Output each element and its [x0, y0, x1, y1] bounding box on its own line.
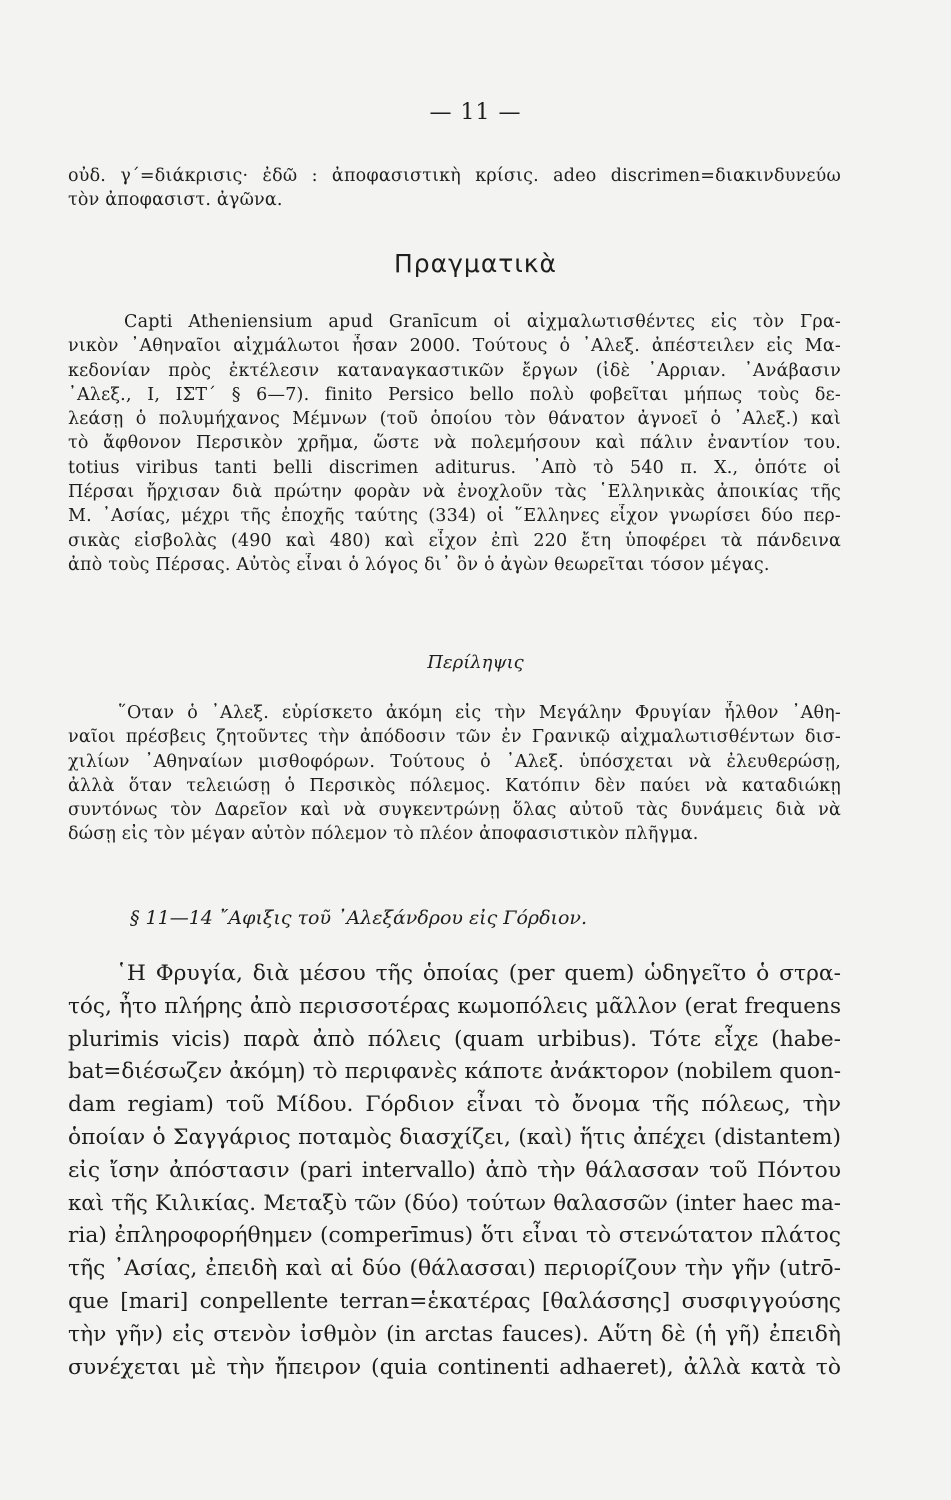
chapter-heading: § 11—14 ῎Αφιξις τοῦ ᾿Αλεξάνδρου εἰς Γόρδιον.	[130, 907, 588, 929]
text-line: totius viribus tanti belli discrimen aditurus. ᾿Απὸ τὸ 540 π. Χ., ὁπότε οἱ	[68, 457, 841, 478]
text-line: τός, ἦτο πλήρης ἀπὸ περισσοτέρας κωμοπόλεις μᾶλλον (erat frequens	[68, 993, 841, 1019]
text-line: τὴν γῆν) εἰς στενὸν ἰσθμὸν (in arctas fauces). Αὕτη δὲ (ἡ γῆ) ἐπειδὴ	[68, 1321, 841, 1347]
text-line: que [mari] conpellente terran=ἑκατέρας [θαλάσσης] συσφιγγούσης	[68, 1288, 841, 1314]
text-line: δώσῃ εἰς τὸν μέγαν αὐτὸν πόλεμον τὸ πλέον ἀποφασιστικὸν πλῆγμα.	[68, 824, 699, 845]
text-line: ῾Η Φρυγία, διὰ μέσου τῆς ὁποίας (per quem) ὡδηγεῖτο ὁ στρα-	[116, 961, 841, 986]
text-line: νικὸν ᾿Αθηναῖοι αἰχμάλωτοι ἦσαν 2000. Τούτους ὁ ᾿Αλεξ. ἀπέστειλεν εἰς Μα-	[68, 336, 841, 357]
text-line: Μ. ᾿Ασίας, μέχρι τῆς ἐποχῆς ταύτης (334) οἱ ῞Ελληνες εἶχον γνωρίσει δύο περ-	[68, 506, 841, 527]
text-line: ῞Οταν ὁ ᾿Αλεξ. εὑρίσκετο ἀκόμη εἰς τὴν Μεγάλην Φρυγίαν ἦλθον ᾿Αθη-	[118, 703, 841, 723]
text-line: ὁποίαν ὁ Σαγγάριος ποταμὸς διασχίζει, (καὶ) ἥτις ἀπέχει (distantem)	[68, 1124, 841, 1150]
perilipsis-paragraph	[68, 701, 841, 847]
text-line: συνέχεται μὲ τὴν ἤπειρον (quia continenti adhaeret), ἀλλὰ κατὰ τὸ	[68, 1354, 841, 1380]
section-title: Πραγματικὰ	[393, 249, 558, 278]
text-line: καὶ τῆς Κιλικίας. Μεταξὺ τῶν (δύο) τούτων θαλασσῶν (inter haec ma-	[68, 1190, 841, 1216]
text-line: Πέρσαι ἤρχισαν διὰ πρώτην φορὰν νὰ ἐνοχλοῦν τὰς ῾Ελληνικὰς ἀποικίας τῆς	[68, 482, 841, 503]
text-line: ναῖοι πρέσβεις ζητοῦντες τὴν ἀπόδοσιν τῶν ἐν Γρανικῷ αἰχμαλωτισθέντων δισ-	[68, 727, 841, 748]
text-line: τὸ ἄφθονον Περσικὸν χρῆμα, ὥστε νὰ πολεμήσουν καὶ πάλιν ἐναντίον του.	[68, 433, 841, 454]
text-line: ἀπὸ τοὺς Πέρσας. Αὐτὸς εἶναι ὁ λόγος δι᾿ ὃν ὁ ἀγὼν θεωρεῖται τόσον μέγας.	[68, 554, 770, 575]
text-line: ᾿Αλεξ., Ι, ΙΣΤ΄ § 6—7). finito Persico bello πολὺ φοβεῖται μήπως τοὺς δε-	[68, 384, 841, 405]
text-line: τὸν ἀποφασιστ. ἀγῶνα.	[68, 190, 283, 211]
text-line: συντόνως τὸν Δαρεῖον καὶ νὰ συγκεντρώνῃ ὅλας αὐτοῦ τὰς δυνάμεις διὰ νὰ	[68, 800, 841, 821]
text-line: Capti Atheniensium apud Granīcum οἱ αἰχμαλωτισθέντες εἰς τὸν Γρα-	[124, 312, 841, 332]
text-line: bat=διέσωζεν ἀκόμη) τὸ περιφανὲς κάποτε ἀνάκτορον (nobilem quon-	[68, 1059, 841, 1085]
text-line: τῆς ᾿Ασίας, ἐπειδὴ καὶ αἱ δύο (θάλασσαι) περιορίζουν τὴν γῆν (utrō-	[68, 1256, 841, 1282]
text-line: ἀλλὰ ὅταν τελειώσῃ ὁ Περσικὸς πόλεμος. Κατόπιν δὲν παύει νὰ καταδιώκῃ	[68, 775, 841, 796]
text-line: χιλίων ᾿Αθηναίων μισθοφόρων. Τούτους ὁ ᾿Αλεξ. ὑπόσχεται νὰ ἐλευθερώσῃ,	[68, 751, 841, 772]
text-line: σικὰς εἰσβολὰς (490 καὶ 480) καὶ εἶχον ἐπὶ 220 ἔτη ὑποφέρει τὰ πάνδεινα	[68, 530, 841, 551]
top-note	[68, 164, 841, 213]
text-line: dam regiam) τοῦ Μίδου. Γόρδιον εἶναι τὸ ὄνομα τῆς πόλεως, τὴν	[68, 1092, 841, 1118]
text-line: οὐδ. γ΄=διάκρισις· ἐδῶ : ἀποφασιστικὴ κρίσις. adeo discrimen=διακινδυνεύω	[68, 166, 841, 186]
main-text-paragraph	[68, 958, 841, 1384]
summary-title: Περίληψις	[427, 652, 524, 673]
text-line: ria) ἐπληροφορήθημεν (comperīmus) ὅτι εἶναι τὸ στενώτατον πλάτος	[68, 1223, 841, 1249]
text-line: plurimis vicis) παρὰ ἀπὸ πόλεις (quam urbibus). Τότε εἶχε (habe-	[68, 1026, 841, 1052]
text-line: εἰς ἴσην ἀπόστασιν (pari intervallo) ἀπὸ τὴν θάλασσαν τοῦ Πόντου	[68, 1157, 841, 1183]
text-line: λεάσῃ ὁ πολυμήχανος Μέμνων (τοῦ ὁποίου τὸν θάνατον ἀγνοεῖ ὁ ᾿Αλεξ.) καὶ	[68, 409, 841, 430]
pragmatika-paragraph	[68, 310, 841, 577]
page-number: — 11 —	[429, 100, 522, 125]
text-line: κεδονίαν πρὸς ἐκτέλεσιν καταναγκαστικῶν ἔργων (ἰδὲ ᾿Αρριαν. ᾿Ανάβασιν	[68, 360, 841, 381]
